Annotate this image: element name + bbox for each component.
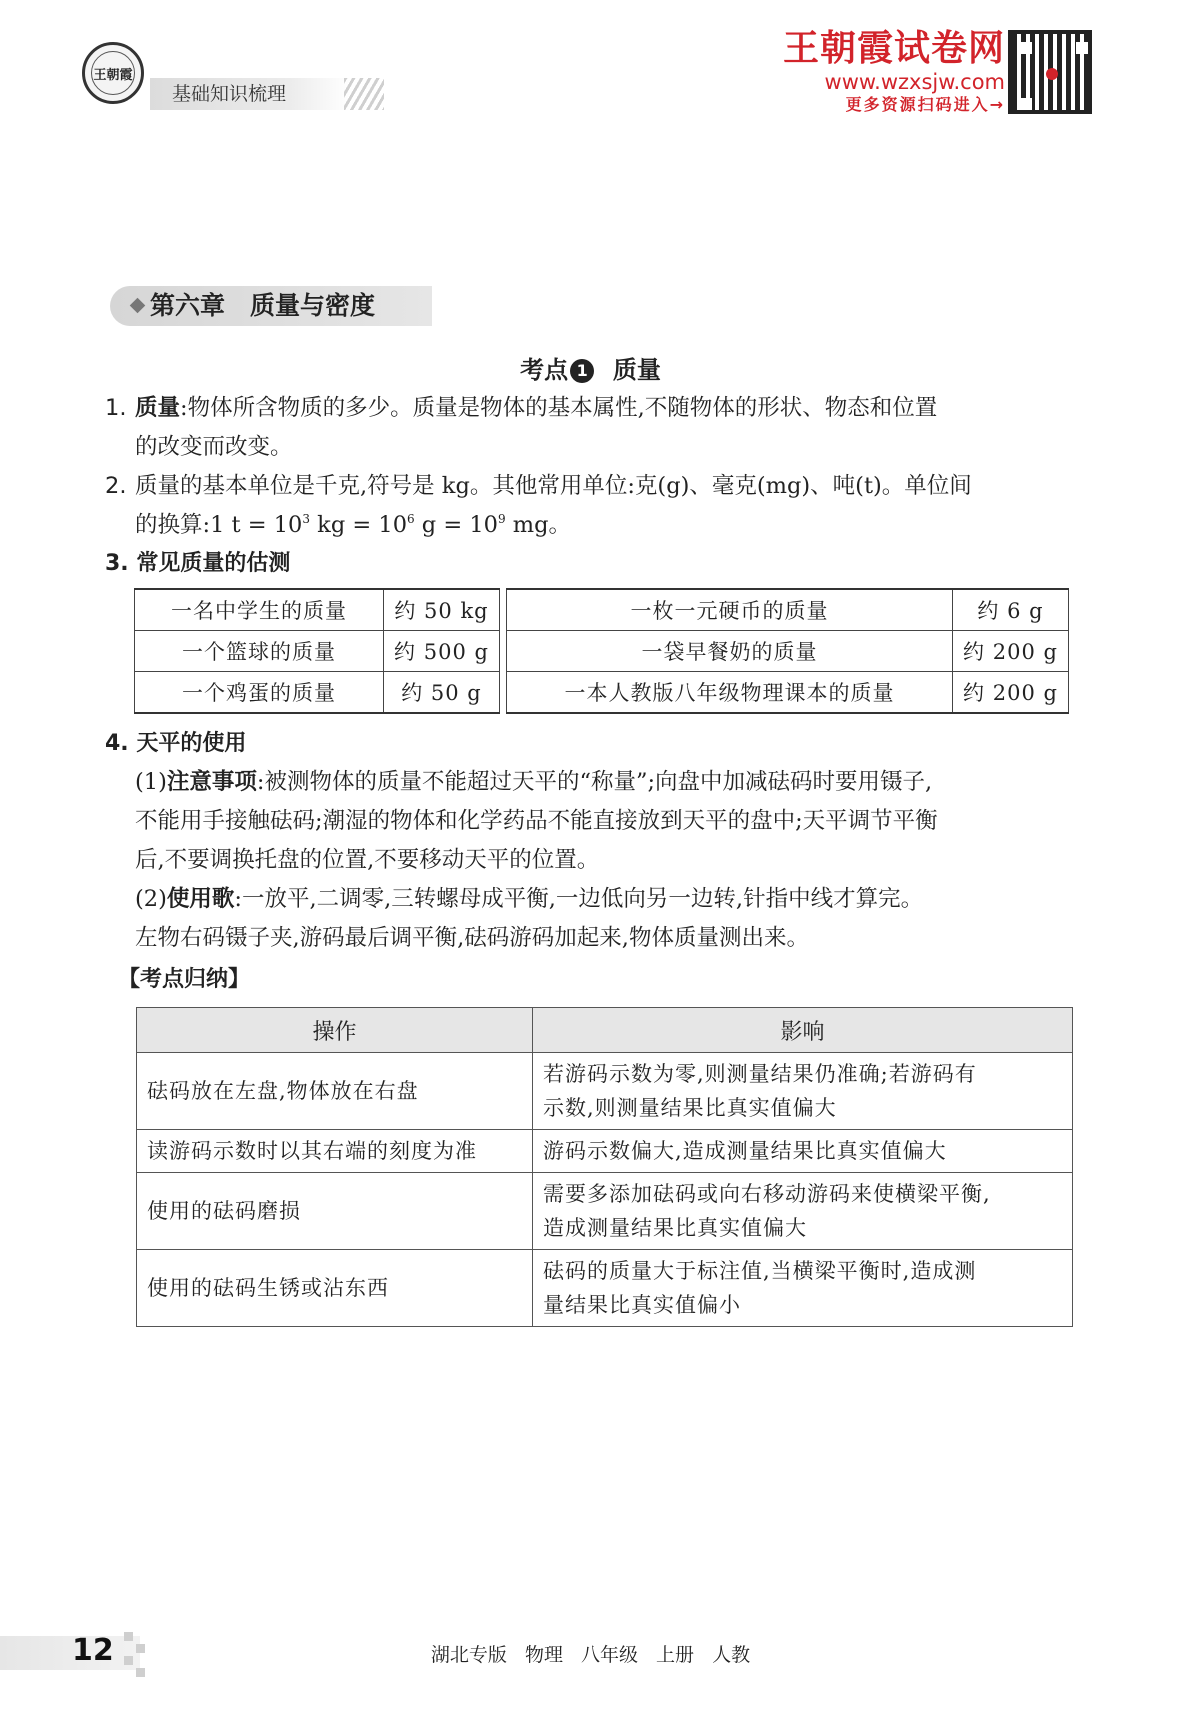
chapter-banner [110,286,432,326]
table-cell: 一个鸡蛋的质量 [135,672,384,714]
item-2-line1: 质量的基本单位是千克,符号是 kg。其他常用单位:克(g)、毫克(mg)、吨(t)。单位间 [135,473,972,499]
table-cell: 约 50 kg [384,589,500,631]
table-cell: 砝码放在左盘,物体放在右盘 [137,1053,533,1130]
table-cell: 使用的砝码生锈或沾东西 [137,1250,533,1327]
item-4-heading: 天平的使用 [136,731,247,756]
table-header-row [137,1008,1073,1053]
header-effect: 影响 [533,1008,1073,1053]
page-number: 12 [72,1633,114,1668]
table-cell: 约 6 g [953,589,1069,631]
table-row [137,1053,1073,1130]
table-row [137,1173,1073,1250]
estimate-table-left [134,588,500,714]
kaodian-heading [0,350,1181,385]
kaodian-title: 质量 [612,356,661,384]
song-prefix: (2) [135,886,167,912]
item-3-index: 3. [105,551,129,576]
song-line2: 左物右码镊子夹,游码最后调平衡,砝码游码加起来,物体质量测出来。 [135,925,809,951]
section-label [150,78,350,110]
table-cell: 读游码示数时以其右端的刻度为准 [137,1130,533,1173]
kaodian-prefix: 考点 [520,356,569,384]
summary-table [136,1007,1073,1327]
item-4-body [135,763,1075,958]
footer-text: 湖北专版 物理 八年级 上册 人教 [430,1644,751,1666]
table-cell: 一个篮球的质量 [135,631,384,672]
song-line1: :一放平,二调零,三转螺母成平衡,一边低向另一边转,针指中线才算完。 [234,886,924,912]
table-cell: 若游码示数为零,则测量结果仍准确;若游码有 示数,则测量结果比真实值偏大 [533,1053,1073,1130]
diamond-icon [130,298,146,314]
song-term: 使用歌 [166,886,235,912]
brand-block[interactable] [780,28,1005,116]
table-cell: 需要多添加砝码或向右移动游码来使横梁平衡, 造成测量结果比真实值偏大 [533,1173,1073,1250]
item-2-index: 2. [105,473,127,499]
estimate-table-right [506,588,1069,714]
decor-square [136,1668,145,1677]
table-row [507,631,1069,672]
logo-text: 王朝霞 [91,51,135,95]
table-cell: 一本人教版八年级物理课本的质量 [507,672,953,714]
table-cell: 约 200 g [953,631,1069,672]
item-3 [105,546,290,577]
header-op: 操作 [137,1008,533,1053]
table-row [137,1130,1073,1173]
table-row [507,589,1069,631]
item-1-index: 1. [105,395,127,421]
note-line1: :被测物体的质量不能超过天平的“称量”;向盘中加减砝码时要用镊子, [256,769,933,795]
note-line3: 后,不要调换托盘的位置,不要移动天平的位置。 [135,847,600,873]
publisher-logo [82,42,144,104]
item-2 [105,467,1075,545]
table-cell: 使用的砝码磨损 [137,1173,533,1250]
table-cell: 约 500 g [384,631,500,672]
section-tab-stripes [344,78,384,110]
table-cell: 一枚一元硬币的质量 [507,589,953,631]
item-1-term: 质量 [135,395,181,421]
note-prefix: (1) [135,769,167,795]
chapter-title: 第六章 质量与密度 [150,291,376,320]
table-cell: 约 50 g [384,672,500,714]
qr-code-icon[interactable] [1008,30,1092,114]
item-4-index: 4. [105,731,129,756]
table-cell: 一名中学生的质量 [135,589,384,631]
item-1-line2: 的改变而改变。 [135,434,293,460]
table-cell: 砝码的质量大于标注值,当横梁平衡时,造成测 量结果比真实值偏小 [533,1250,1073,1327]
note-line2: 不能用手接触砝码;潮湿的物体和化学药品不能直接放到天平的盘中;天平调节平衡 [135,808,938,834]
table-row [135,672,500,714]
table-row [135,631,500,672]
item-1 [105,389,1075,467]
brand-url[interactable]: www.wzxsjw.com [824,70,1005,94]
brand-slogan: 更多资源扫码进入→ [845,95,1005,114]
table-cell: 游码示数偏大,造成测量结果比真实值偏大 [533,1130,1073,1173]
item-2-line2: 的换算:1 $t = 10^3$ kg = $10^6$ $g = 10^9$ mg。 [135,512,572,538]
item-1-line1: :物体所含物质的多少。质量是物体的基本属性,不随物体的形状、物态和位置 [180,395,938,421]
table-cell: 约 200 g [953,672,1069,714]
summary-heading: 【考点归纳】 [118,967,251,992]
table-cell: 一袋早餐奶的质量 [507,631,953,672]
table-row [137,1250,1073,1327]
table-row [507,672,1069,714]
table-row [135,589,500,631]
item-3-heading: 常见质量的估测 [136,551,291,576]
note-term: 注意事项 [166,769,257,795]
brand-name: 王朝霞试卷网 [782,28,1005,69]
kaodian-number: 1 [570,359,594,383]
section-label-text: 基础知识梳理 [172,83,287,105]
item-4 [105,726,246,757]
